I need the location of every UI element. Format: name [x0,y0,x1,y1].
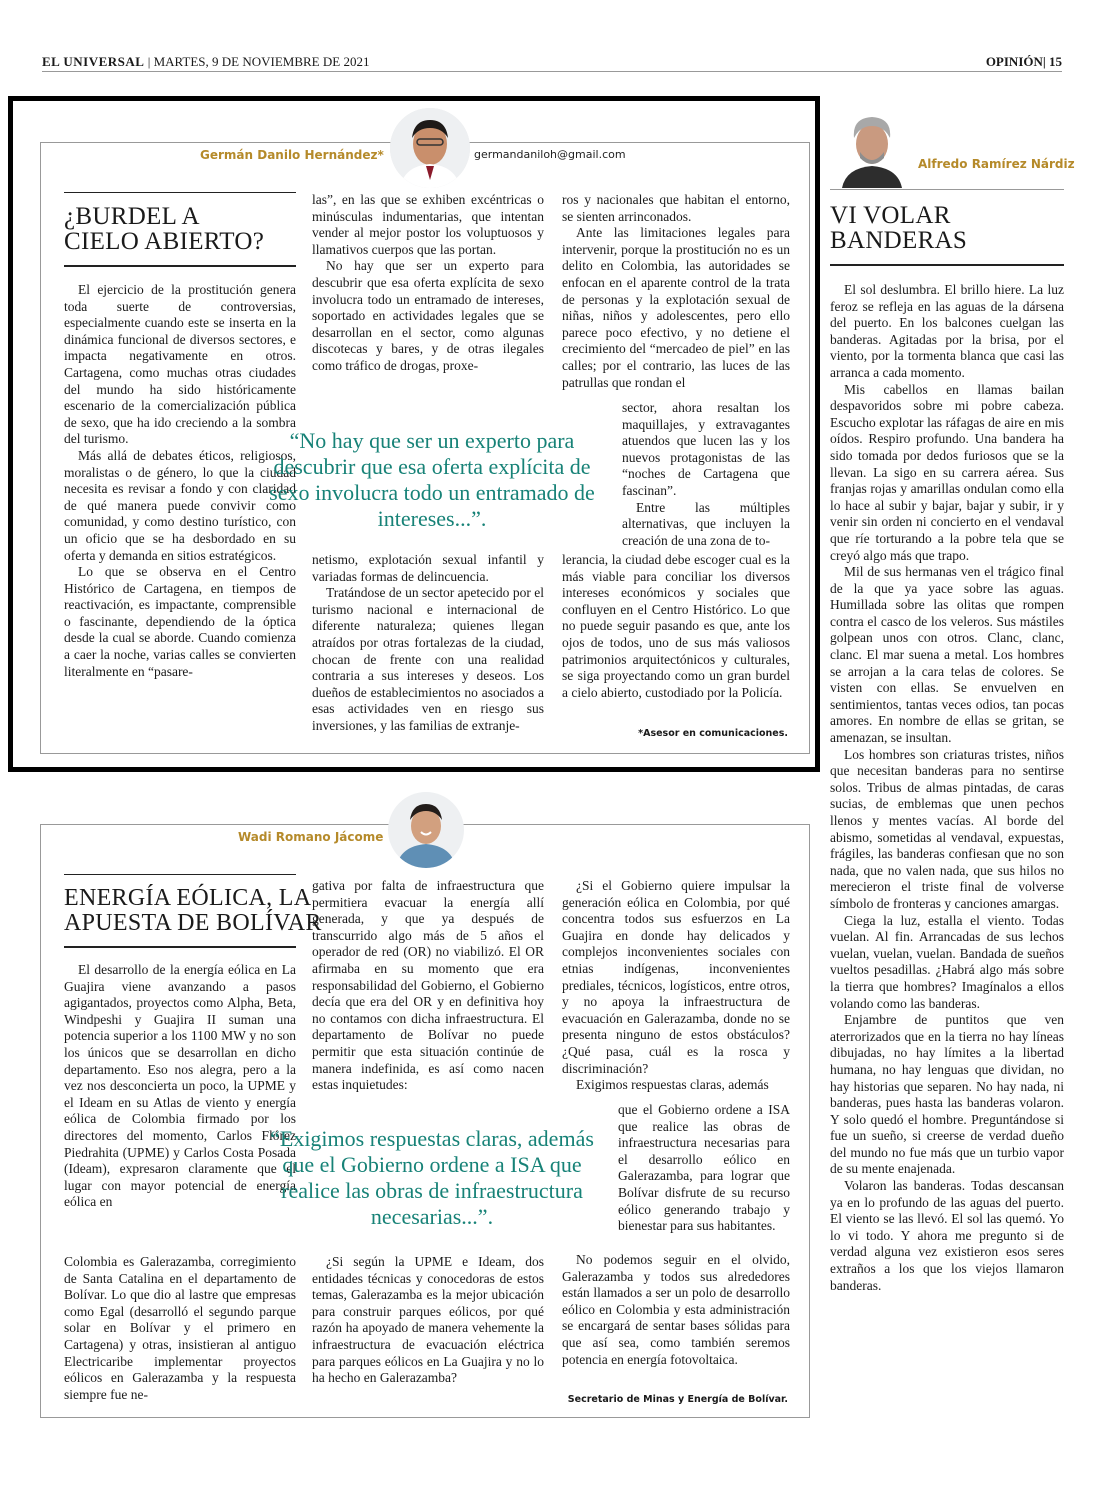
article1-column-3-top [562,192,790,391]
paragraph: Volaron las banderas. Todas descansan ya en lo profundo de las aguas del puerto. El viento se las llevó. El sol las quemó. Yo lo vi todo. Y ahora me pregunto si de verdad alguna vez existieron esos seres extraños a los que los viejos llamaron banderas. [830,1178,1064,1293]
article3-column [830,282,1064,1294]
headline-line: ¿BURDEL A [64,203,200,230]
page-header [42,52,1062,72]
paragraph: netismo, explotación sexual infantil y variadas formas de delincuencia. [312,552,544,584]
article1-column-3-bottom [562,552,790,701]
article3-headline [830,203,967,253]
paragraph: Tratándose de un sector apetecido por el turismo nacional e internacional de diferente naturaleza; quienes llegan atraídos por otras fortalezas de la ciudad, chocan de frente con una realidad contraria a sus intereses y deseos. Los dueños de establecimientos no asociados a esas actividades ven en riesgo sus inversiones, y las familias de extranje- [312,585,544,733]
article2-signature: Secretario de Minas y Energía de Bolívar. [567,1394,788,1405]
headline-rule [64,874,296,875]
paragraph: que el Gobierno ordene a ISA que realice las obras de infraestructura necesarias para el desarrollo eólico en Galerazamba, para lograr que Bolívar disfrute de su recurso eólico generando trabajo y bienestar para sus habitantes. [618,1102,790,1234]
paragraph: sector, ahora resaltan los maquillajes, y extravagantes atuendos que lucen las y los nuevos protagonistas de las “noches de Cartagena que fascinan”. [622,400,790,498]
paragraph: Colombia es Galerazamba, corregimiento de Santa Catalina en el departamento de Bolívar. Lo que dio al lastre que empresas como Egal (desarrolló el segundo parque solar en Bolívar y el primero en Cartagena) y otras, insistieran al antiguo Electricaribe implementar proyectos eólicos en Galerazamba y la respuesta siempre fue ne- [64,1254,296,1402]
article1-signature: *Asesor en comunicaciones. [638,728,788,739]
paragraph: Enjambre de puntitos que ven aterrorizados que en la tierra no hay líneas dibujadas, no hay límites a la libertad humana, no hay lenguas que dividan, no hay historias que separen. No hay nada, ni banderas, pues hasta las banderas volaron. Y solo quedó el hombre. Preguntándose si fue un sueño, si creerse de verdad dueño del mundo no fue más que un turbio vapor de su mente enajenada. [830,1012,1064,1177]
paragraph: Mis cabellos en llamas bailan despavoridos sobre mi pobre cabeza. Escucho explotar las ráfagas de aire en mis oídos. Respiro profundo. Una bandera ha sido tomada por dedos furiosos que se la llevan. La sigo en su carrera aérea. Sus franjas rojas y amarillas ondulan como ella lo hace al subir y bajar, bajar y subir, ir y venir sin orden ni concierto en el vendaval que ríe torturando a la pobre tela que se creyó algo más que trapo. [830,381,1064,563]
headline-rule [64,265,296,267]
headline-line: ENERGÍA EÓLICA, LA [64,885,312,911]
article1-pullquote: “No hay que ser un experto para descubrir que esa oferta explícita de sexo involucra todo un entramado de intereses...”. [269,428,595,531]
paragraph: No hay que ser un experto para descubrir que esa oferta explícita de sexo involucra todo un entramado de intereses, soportado en actividades legales que se desarrollan en el sector, como algunas discotecas y bares, y de otras ilegales como tráfico de drogas, proxe- [312,258,544,373]
paragraph: Lo que se observa en el Centro Histórico de Cartagena, en tiempos de reactivación, es impactante, comprensible o fascinante, dependiendo de la óptica desde la cual se aborde. Cuando comienza a caer la noche, varias calles se convierten literalmente en “pasare- [64,564,296,679]
paragraph: El desarrollo de la energía eólica en La Guajira viene avanzando a pasos agigantados, proyectos como Alpha, Beta, Windpeshi y Guajira II suman una potencia superior a los 1100 MW y no son los únicos que se desarrollan en dicho departamento. Eso nos alegra, pero a la vez nos desconcierta un poco, la UPME y el Ideam en su Atlas de viento y energía eólica de Colombia firmado por los directores del momento, Carlos Flórez Piedrahita (UPME) y Carlos Costa Posada (Ideam), expresaron claramente que el lugar con mayor potencial de energía eólica en [64,962,296,1210]
section-label: OPINIÓN| 15 [985,54,1062,69]
paragraph: lerancia, la ciudad debe escoger cual es la más viable para conciliar los diversos intereses económicos y sociales que confluyen en el Centro Histórico. Lo que no puede seguir pasando es que, ante los ojos de todos, uno de sus más valiosos patrimonios arquitectónicos y culturales, se siga proyectando como un gran burdel a cielo abierto, custodiado por la Policía. [562,552,790,700]
paragraph: Los hombres son criaturas tristes, niños que necesitan banderas para no sentirse solos. Tribus de almas pintadas, de caras sucias, de emblemas que unen pechos llenos y mentes vacías. Al borde del abismo, sometidas al vendaval, expuestas, frágiles, las banderas confiesan que no son nada, que no valen nada, que sus hilos no merecieron el triste final de volverse símbolo de fronteras y canciones amargas. [830,746,1064,911]
headline-rule [830,264,1064,266]
article3-author: Alfredo Ramírez Nárdiz [918,157,1075,171]
article1-email: germandaniloh@gmail.com [474,148,626,161]
headline-rule [830,189,1064,190]
paragraph: No podemos seguir en el olvido, Galerazamba y todos sus alrededores están llamados a ser un polo de desarrollo eólico en Colombia y esta administración se encargará de sentar bases sólidas para que así sea, como también seremos potencia en energía fotovoltaica. [562,1252,790,1367]
page-number: 15 [1049,54,1062,69]
article1-headline [64,204,264,254]
article2-headline [64,886,322,936]
issue-date: MARTES, 9 DE NOVIEMBRE DE 2021 [153,54,370,69]
headline-line: VI VOLAR [830,202,951,229]
paragraph: Entre las múltiples alternativas, que incluyen la creación de una zona de to- [622,499,790,548]
paragraph: ros y nacionales que habitan el entorno, se sienten arrinconados. [562,192,790,224]
paragraph: El sol deslumbra. El brillo hiere. La luz feroz se refleja en las aguas de la dársena del puerto. En los balcones cuelgan las banderas. Agitadas por la brisa, por el viento, por la tormenta blanca que casi las arranca a cada momento. [830,282,1064,380]
paragraph: las”, en las que se exhiben excéntricas o minúsculas indumentarias, que intentan vender al mejor postor los voluptuosos y llamativos cuerpos que las portan. [312,192,544,257]
article2-column-3-middle [618,1102,790,1235]
headline-rule [64,192,296,193]
paragraph: Ciega la luz, estalla el viento. Todas vuelan. Al fin. Arrancadas de sus lechos vuelan, vuelan, vuelan. Bandada de sueños vueltos pesadillas. ¿Habrá algo más sobre la tierra que hombres? Imagínalos a ellos volando como las banderas. [830,912,1064,1011]
article2-column-2-top [312,878,544,1094]
paragraph: ¿Si el Gobierno quiere impulsar la generación eólica en Colombia, por qué concentra todos sus esfuerzos en La Guajira en donde hay delicados y complejos inconvenientes sociales con etnias indígenas, inconvenientes prediales, técnicos, logísticos, entre otros, y no apoya la infraestructura de evacuación en Galerazamba, donde no se presenta ninguno de estos obstáculos? ¿Qué pasa, cuál es la rosca y discriminación? [562,878,790,1076]
paragraph: Mil de sus hermanas ven el trágico final de la que ya yace sobre las aguas. Humillada sobre las olitas que rompen contra el casco de los veleros. Sus mástiles golpean unos con otros. Clanc, clanc, clanc. El mar suena a metal. Los hombres se arrojan a la cara telas de colores. Se visten con ellas. Se envuelven en sentimientos, tantas veces odios, tan pocas amores. En nombre de ellas se gritan, se amenazan, se insultan. [830,564,1064,746]
article1-author-photo [390,108,470,188]
masthead: EL UNIVERSAL | MARTES, 9 DE NOVIEMBRE DE 2021 [42,54,370,69]
paragraph: El ejercicio de la prostitución genera toda suerte de controversias, especialmente cuando este se inserta en la dinámica funcional de diversos sectores, e impacta negativamente en otros. Cartagena, como muchas otras ciudades del mundo ha sido históricamente escenario de la comercialización pública de sexo, que ha ido creciendo a la sombra del turismo. [64,282,296,447]
article2-column-2-bottom [312,1254,544,1387]
headline-line: CIELO ABIERTO? [64,228,265,255]
article1-column-2-top [312,192,544,375]
article2-column-3-top [562,878,790,1094]
article1-column-3-middle [622,400,790,549]
paragraph: gativa por falta de infraestructura que permitiera evacuar la energía allí generada, y que ya después de transcurrido algo más de 5 años el operador de red (OR) no viabilizó. El OR afirmaba en su momento que era responsabilidad del Gobierno, el Gobierno decía que era del OR y en definitiva hoy no contamos con dicha infraestructura. El departamento de Bolívar no puede permitir que esta situación continúe de manera indefinida, es así como nacen estas inquietudes: [312,878,544,1093]
paragraph: ¿Si según la UPME e Ideam, dos entidades técnicas y conocedoras de estos temas, Galerazamba es la mejor ubicación para construir parques eólicos, por qué razón ha apoyado de manera vehemente la infraestructura de evacuación eléctrica para parques eólicos en La Guajira y no lo ha hecho en Galerazamba? [312,1254,544,1386]
article1-author: Germán Danilo Hernández* [200,148,384,162]
headline-line: BANDERAS [830,227,968,254]
paragraph: Ante las limitaciones legales para intervenir, porque la prostitución no es un delito en Colombia, las autoridades se enfocan en el aparente control de la trata de personas y la explotación sexual de niñas, niños y adolescentes, pero ello parece poco efectivo, y no detiene el crecimiento del “mercadeo de piel” en las calles; por el contrario, las luces de las patrullas que rondan el [562,225,790,390]
article2-column-1-bottom [64,1254,296,1403]
article1-column-2-bottom [312,552,544,735]
newspaper-name: EL UNIVERSAL [42,54,145,69]
section-name: OPINIÓN [985,54,1043,69]
headline-rule [64,946,296,948]
paragraph: Más allá de debates éticos, religiosos, moralistas o de género, lo que la ciudad necesita es revisar a fondo y con claridad de qué manera puede convivir como comunidad, y como destino turístico, con un oficio que se ha desbordado en su oferta y demanda en sitios estratégicos. [64,447,296,563]
article2-pullquote: “Exigimos respuestas claras, además que el Gobierno ordene a ISA que realice las obras de infraestructura necesarias...”. [270,1126,594,1229]
article2-column-3-bottom [562,1252,790,1368]
article2-author: Wadi Romano Jácome [238,830,384,844]
headline-line: APUESTA DE BOLÍVAR [64,910,322,936]
article3-author-photo [834,108,910,188]
paragraph: Exigimos respuestas claras, además [576,1077,769,1093]
article2-author-photo [388,792,464,868]
